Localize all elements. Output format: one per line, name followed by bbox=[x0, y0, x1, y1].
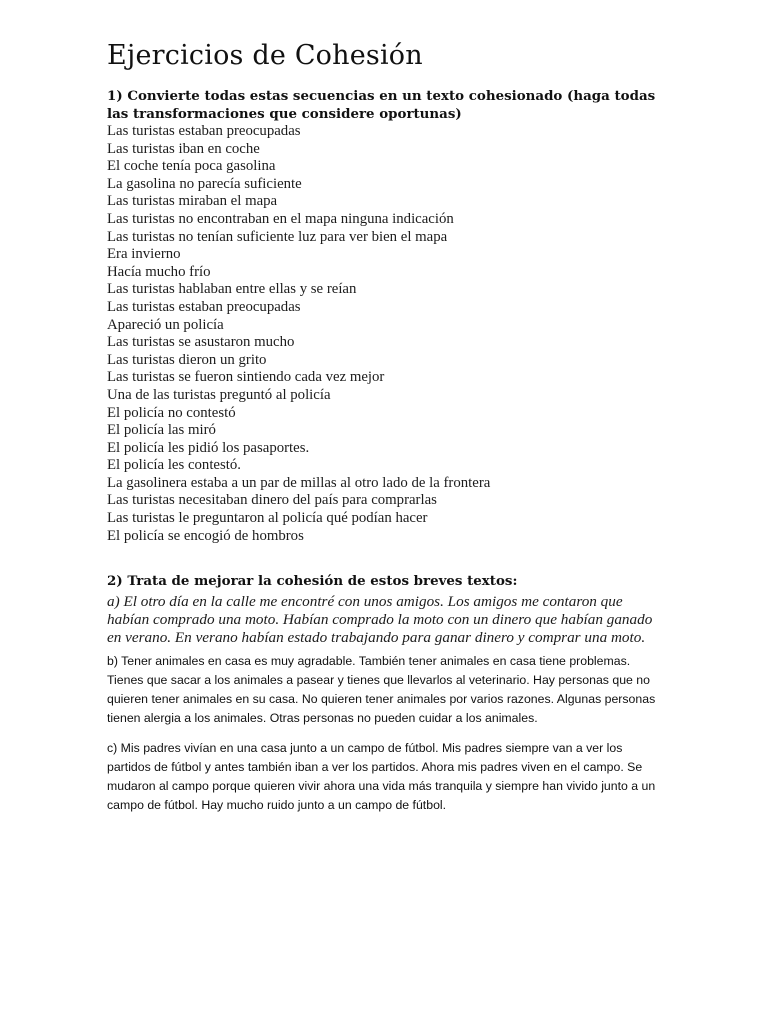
sentence-item: Apareció un policía bbox=[107, 316, 224, 333]
sentence-item: Las turistas hablaban entre ellas y se reían bbox=[107, 281, 357, 298]
sentence-item: Las turistas estaban preocupadas bbox=[107, 123, 301, 139]
sentence-item: Era invierno bbox=[107, 246, 181, 263]
sentence-item: Las turistas no encontraban en el mapa ninguna indicación bbox=[107, 210, 454, 227]
sentence-item: Las turistas se asustaron mucho bbox=[107, 334, 295, 351]
sentence-item: El policía no contestó bbox=[107, 404, 236, 421]
document-page bbox=[107, 38, 667, 815]
paragraph-a: a) El otro día en la calle me encontré con unos amigos. Los amigos me contaron que habían comprado una moto. Habían comprado la moto con un dinero que habían ganado en verano. En verano habían estado trabajando para ganar dinero y comprar una moto. bbox=[107, 592, 653, 646]
sentence-item: Hacía mucho frío bbox=[107, 263, 211, 280]
sentence-item: La gasolina no parecía suficiente bbox=[107, 175, 302, 192]
sentence-item: El policía las miró bbox=[107, 422, 216, 439]
sentence-item: El coche tenía poca gasolina bbox=[107, 158, 276, 175]
sentence-item: La gasolinera estaba a un par de millas al otro lado de la frontera bbox=[107, 474, 491, 491]
page-title: Ejercicios de Cohesión bbox=[107, 40, 423, 71]
paragraph-b: b) Tener animales en casa es muy agradable. También tener animales en casa tiene problemas. Tienes que sacar a los animales a pasear y tienes que llevarlos al veterinario. Hay personas que no quieren tener animales en su casa. No quieren tener animales por varios razones. Algunas personas tienen alergia a los animales. Otras personas no pueden cuidar a los animales. bbox=[107, 653, 656, 725]
sentence-item: Las turistas iban en coche bbox=[107, 140, 260, 157]
sentence-item: Una de las turistas preguntó al policía bbox=[107, 386, 331, 403]
sentence-item: Las turistas dieron un grito bbox=[107, 351, 267, 368]
sentence-item: Las turistas le preguntaron al policía qué podían hacer bbox=[107, 510, 428, 527]
exercise-1 bbox=[107, 88, 667, 545]
sentence-item: Las turistas estaban preocupadas bbox=[107, 298, 301, 315]
sentence-list bbox=[107, 123, 667, 545]
sentence-item: El policía les pidió los pasaportes. bbox=[107, 439, 310, 456]
sentence-item: Las turistas se fueron sintiendo cada vez mejor bbox=[107, 369, 385, 386]
exercise-2-heading: 2) Trata de mejorar la cohesión de estos breves textos: bbox=[107, 573, 518, 590]
paragraph-c: c) Mis padres vivían en una casa junto a un campo de fútbol. Mis padres siempre van a ver los partidos de fútbol y antes también iban a ver los partidos. Ahora mis padres viven en el campo. Se mudaron al campo porque quieren vivir ahora una vida más tranquila y siempre han vivido junto a un campo de fútbol. Hay mucho ruido junto a un campo de fútbol. bbox=[107, 740, 656, 812]
sentence-item: Las turistas miraban el mapa bbox=[107, 193, 278, 210]
sentence-item: El policía les contestó. bbox=[107, 457, 241, 474]
sentence-item: El policía se encogió de hombros bbox=[107, 527, 304, 544]
exercise-2 bbox=[107, 573, 667, 815]
sentence-item: Las turistas no tenían suficiente luz para ver bien el mapa bbox=[107, 228, 448, 245]
sentence-item: Las turistas necesitaban dinero del país para comprarlas bbox=[107, 492, 437, 509]
exercise-1-heading: 1) Convierte todas estas secuencias en un texto cohesionado (haga todas las transformaciones que considere oportunas) bbox=[107, 88, 656, 122]
